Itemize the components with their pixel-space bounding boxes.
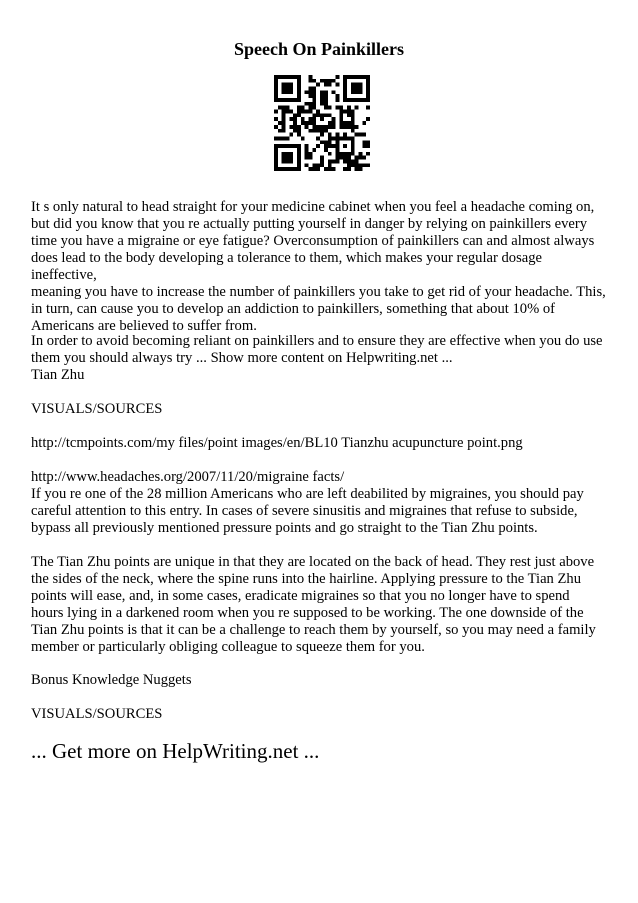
document-title: Speech On Painkillers: [233, 39, 404, 59]
qr-code: [274, 75, 370, 171]
heading-bonus-knowledge: Bonus Knowledge Nuggets: [31, 672, 192, 688]
heading-visuals-sources: VISUALS/SOURCES: [31, 401, 163, 417]
paragraph-intro: It s only natural to head straight for your medicine cabinet when you feel a headache coming on, but did you know that you re actually putting yourself in danger by relying on painkillers every time you have a migraine or eye fatigue? Overconsumption of painkillers can and almost always does lead to the body developing a tolerance to them, which makes your regular dosage ineffective, meaning you have to increase the number of painkillers you take to get rid of your headache. This, in turn, can cause you to develop an addiction to painkillers, something that about 10% of Americans are believed to suffer from.: [31, 199, 606, 334]
helpwriting-link[interactable]: ... Get more on HelpWriting.net ...: [31, 739, 320, 763]
paragraph-migraine-facts: http://www.headaches.org/2007/11/20/migraine facts/ If you re one of the 28 million Americans who are left deabilited by migraines, you should pay careful attention to this entry. In cases of severe sinusitis and migraines that refuse to subside, bypass all previously mentioned pressure points and go straight to the Tian Zhu points.: [31, 469, 584, 536]
paragraph-avoid-reliance: In order to avoid becoming reliant on painkillers and to ensure they are effective when you do use them you should always try ... Show more content on Helpwriting.net ... Tian Zhu: [31, 333, 603, 383]
source-url-tcmpoints: http://tcmpoints.com/my files/point images/en/BL10 Tianzhu acupuncture point.png: [31, 435, 523, 451]
paragraph-tian-zhu-points: The Tian Zhu points are unique in that they are located on the back of head. They rest just above the sides of the neck, where the spine runs into the hairline. Applying pressure to the Tian Zhu points will ease, and, in some cases, eradicate migraines so that you no longer have to spend hours lying in a darkened room when you re supposed to be working. The one downside of the Tian Zhu points is that it can be a challenge to reach them by yourself, so you may need a family member or particularly obliging colleague to squeeze them for you.: [31, 554, 596, 655]
heading-visuals-sources-2: VISUALS/SOURCES: [31, 706, 163, 722]
